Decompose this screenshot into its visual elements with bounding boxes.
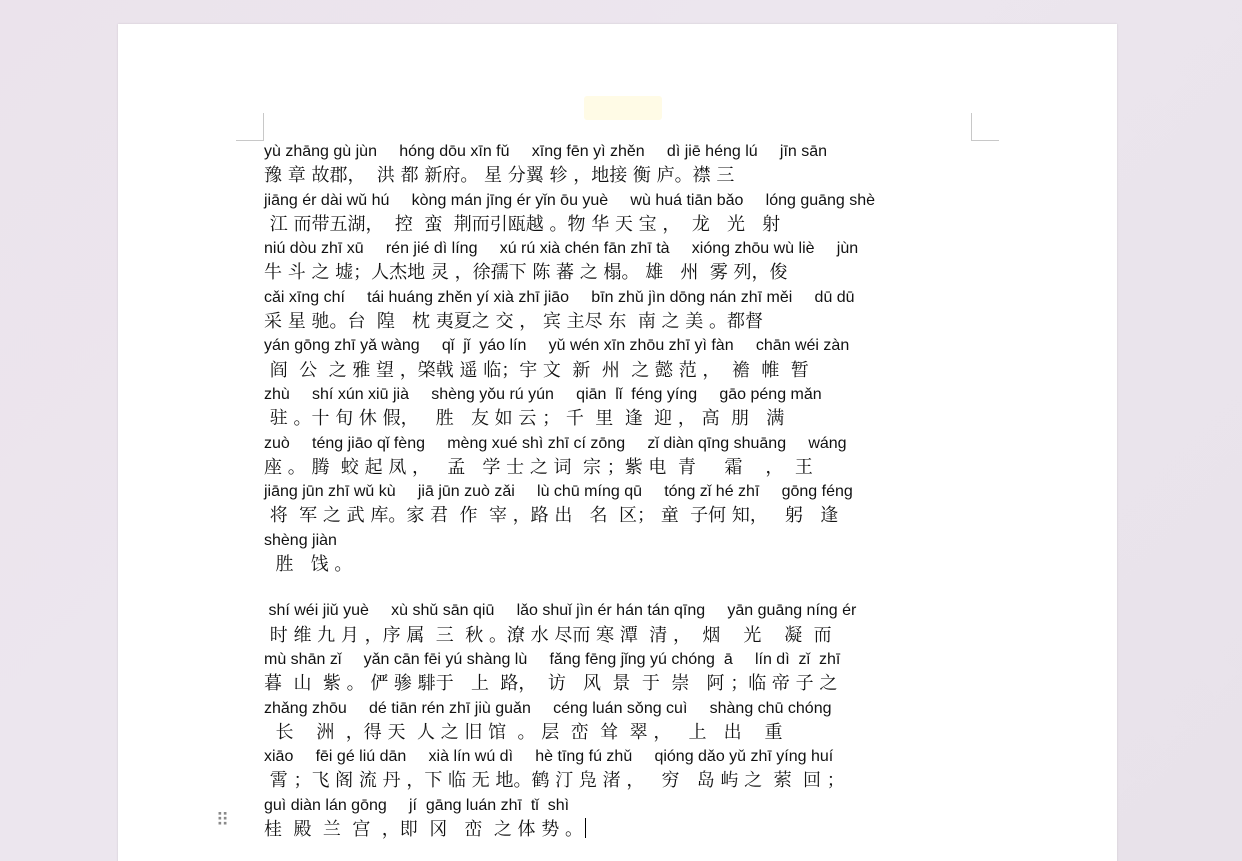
pinyin-line: jiāng ér dài wǔ hú kòng mán jīng ér yǐn ōu yuè wù huá tiān bǎo lóng guāng shè <box>264 191 876 209</box>
hanzi-line: 驻 。十 旬 休 假， 胜 友 如 云 ； 千 里 逢 迎 ， 高 朋 满 <box>264 408 785 430</box>
hanzi-line: 采 星 驰。台 隍 枕 夷夏之 交 ， 宾 主尽 东 南 之 美 。都督 <box>264 311 763 333</box>
pinyin-line: xiāo fēi gé liú dān xià lín wú dì hè tīng fú zhǔ qióng dǎo yǔ zhī yíng huí <box>264 748 834 766</box>
pinyin-line: cǎi xīng chí tái huáng zhěn yí xià zhī jiāo bīn zhǔ jìn dōng nán zhī měi dū dū <box>264 288 855 306</box>
hanzi-text: 桂 殿 兰 宫 ，即 冈 峦 之 体 势 。 <box>264 819 583 841</box>
header-highlight <box>584 96 662 120</box>
paragraph-2[interactable] <box>264 599 984 842</box>
pinyin-line: shí wéi jiǔ yuè xù shǔ sān qiū lǎo shuǐ jìn ér hán tán qīng yān guāng níng ér <box>264 602 857 620</box>
pinyin-line: niú dòu zhī xū rén jié dì líng xú rú xià chén fān zhī tà xióng zhōu wù liè jùn <box>264 240 859 258</box>
pinyin-line: shèng jiàn <box>264 531 337 549</box>
margin-corner-top-right <box>971 113 999 141</box>
pinyin-line: yán gōng zhī yǎ wàng qǐ jǐ yáo lín yǔ wén xīn zhōu zhī yì fàn chān wéi zàn <box>264 337 850 355</box>
hanzi-line-last <box>264 818 984 842</box>
hanzi-line: 霄 ；飞 阁 流 丹 ，下 临 无 地。鹤 汀 凫 渚 ， 穷 岛 屿 之 萦 回 ； <box>264 770 845 792</box>
hanzi-line: 长 洲 ，得 天 人 之 旧 馆 。 层 峦 耸 翠 ， 上 出 重 <box>264 721 783 743</box>
pinyin-line: yù zhāng gù jùn hóng dōu xīn fǔ xīng fēn yì zhěn dì jiē héng lú jīn sān <box>264 143 828 160</box>
hanzi-line: 豫 章 故郡， 洪 都 新府。 星 分翼 轸 ，地接 衡 庐。襟 三 <box>264 165 735 187</box>
hanzi-line: 座 。 腾 蛟 起 凤 ， 孟 学 士 之 词 宗 ；紫 电 青 霜 ， 王 <box>264 456 813 478</box>
document-body[interactable] <box>264 140 984 842</box>
pinyin-line: zhǎng zhōu dé tiān rén zhī jiù guǎn céng luán sǒng cuì shàng chū chóng <box>264 699 832 717</box>
pinyin-line: jiāng jūn zhī wǔ kù jiā jūn zuò zǎi lù chū míng qū tóng zǐ hé zhī gōng féng <box>264 483 853 501</box>
pinyin-line: guì diàn lán gōng jí gāng luán zhī tǐ shì <box>264 796 570 814</box>
hanzi-line: 江 而带五湖， 控 蛮 荆而引瓯越 。物 华 天 宝 ， 龙 光 射 <box>264 213 781 235</box>
hanzi-line: 胜 饯 。 <box>264 554 353 576</box>
hanzi-line: 将 军 之 武 库。家 君 作 宰 ，路 出 名 区； 童 子何 知， 躬 逢 <box>264 505 839 527</box>
document-page[interactable] <box>118 24 1117 861</box>
hanzi-line: 阎 公 之 雅 望 ，棨戟 遥 临；宇 文 新 州 之 懿 范 ， 襜 帷 暂 <box>264 359 809 381</box>
text-cursor <box>585 818 586 838</box>
pinyin-line: zuò téng jiāo qǐ fèng mèng xué shì zhī cí zōng zǐ diàn qīng shuāng wáng <box>264 434 847 452</box>
hanzi-line: 暮 山 紫 。 俨 骖 騑于 上 路， 访 风 景 于 崇 阿 ；临 帝 子 之 <box>264 673 838 695</box>
hanzi-line: 牛 斗 之 墟；人杰地 灵 ，徐孺下 陈 蕃 之 榻。 雄 州 雾 列，俊 <box>264 262 788 284</box>
pinyin-line: zhù shí xún xiū jià shèng yǒu rú yún qiān lǐ féng yíng gāo péng mǎn <box>264 385 822 403</box>
hanzi-line: 时 维 九 月 ，序 属 三 秋 。潦 水 尽而 寒 潭 清 ， 烟 光 凝 而 <box>264 624 832 646</box>
paragraph-1[interactable] <box>264 140 984 577</box>
pinyin-line: mù shān zǐ yǎn cān fēi yú shàng lù fǎng fēng jǐng yú chóng ā lín dì zǐ zhī <box>264 650 841 668</box>
margin-corner-top-left <box>236 113 264 141</box>
drag-handle-icon[interactable]: ⠿ <box>216 810 230 831</box>
paragraph-spacer <box>264 577 984 599</box>
